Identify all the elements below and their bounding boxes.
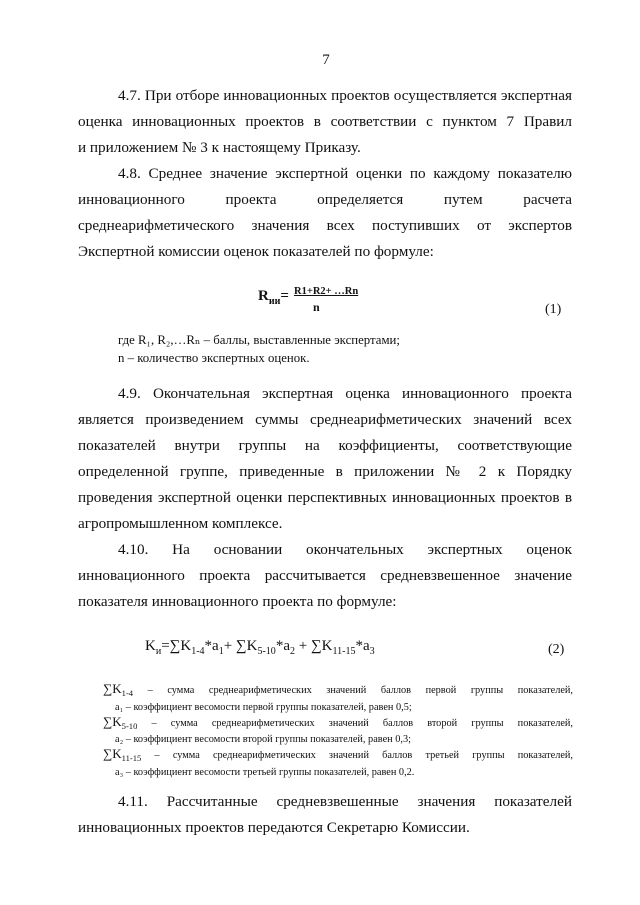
- formula-2-legend: [103, 682, 573, 780]
- paragraph-line: среднеарифметического значения всех поступивших от экспертов: [78, 217, 572, 234]
- paragraph-line: инновационных проектов передаются Секретарю Комиссии.: [78, 819, 470, 836]
- formula-1-numerator: R1+R2+ …Rn: [294, 286, 359, 297]
- equation-number: (1): [545, 302, 562, 317]
- paragraph-line: является произведением суммы среднеарифметических значений всех: [78, 411, 572, 428]
- page-number: 7: [322, 52, 330, 68]
- paragraph-4-8: [78, 161, 572, 265]
- explanation-line: n – количество экспертных оценок.: [118, 351, 310, 365]
- paragraph-line: 4.10. На основании окончательных экспертных оценок: [118, 541, 572, 558]
- legend-group-1: $\sum K_{1-4}$ – сумма среднеарифметических значений баллов первой группы показателей,: [103, 681, 574, 699]
- paragraph-line: 4.7. При отборе инновационных проектов осуществляется экспертная: [118, 87, 572, 104]
- legend-coef-1: a₁ – коэффициент весомости первой группы показателей, равен 0,5;: [115, 701, 412, 713]
- formula-1-denominator: n: [313, 300, 320, 314]
- legend-coef-2: a₂ – коэффициент весомости второй группы показателей, равен 0,3;: [115, 734, 411, 746]
- paragraph-line: показателя инновационного проекта по формуле:: [78, 593, 397, 610]
- formula-2: $K_и=\sum K_{1-4}*a_1+ \sum K_{5-10}*a_2 + \sum K_{11-15}*a_3$: [145, 638, 375, 657]
- paragraph-line: 4.9. Окончательная экспертная оценка инновационного проекта: [118, 385, 572, 402]
- explanation-line: где R₁, R₂,…Rₙ – баллы, выставленные экспертами;: [118, 333, 400, 347]
- paragraph-line: инновационного проекта определяется путем расчета: [78, 191, 572, 208]
- equation-number: (2): [548, 642, 565, 657]
- paragraph-4-11: [78, 789, 572, 841]
- paragraph-line: агропромышленном комплексе.: [78, 515, 283, 532]
- formula-1: [0, 286, 640, 326]
- paragraph-line: Экспертной комиссии оценок показателей по формуле:: [78, 243, 434, 260]
- paragraph-line: инновационного проекта рассчитывается средневзвешенное значение: [78, 567, 572, 584]
- paragraph-line: 4.11. Рассчитанные средневзвешенные значения показателей: [118, 793, 572, 810]
- legend-group-2: $\sum K_{5-10}$ – сумма среднеарифметических значений баллов второй группы показателей,: [103, 713, 573, 731]
- paragraph-line: показателей внутри группы на коэффициенты, соответствующие: [78, 437, 572, 454]
- formula-1-lhs: $R_{ии}=$: [258, 288, 289, 307]
- paragraph-line: оценка инновационных проектов в соответствии с пунктом 7 Правил: [78, 113, 572, 130]
- paragraph-4-10: [78, 537, 572, 615]
- paragraph-4-9: [78, 381, 572, 537]
- paragraph-line: определенной группе, приведенные в приложении № 2 к Порядку: [78, 463, 572, 480]
- paragraph-line: 4.8. Среднее значение экспертной оценки по каждому показателю: [118, 165, 572, 182]
- legend-group-3: $\sum K_{11-15}$ – сумма среднеарифметических значений баллов третьей группы показателей,: [103, 746, 573, 764]
- paragraph-4-7: [78, 83, 572, 161]
- legend-coef-3: a₃ – коэффициент весомости третьей группы показателей, равен 0,2.: [115, 767, 415, 779]
- paragraph-line: и приложением № 3 к настоящему Приказу.: [78, 139, 361, 156]
- paragraph-line: проведения экспертной оценки перспективных инновационных проектов в: [78, 489, 572, 506]
- formula-1-explanation: [118, 331, 400, 367]
